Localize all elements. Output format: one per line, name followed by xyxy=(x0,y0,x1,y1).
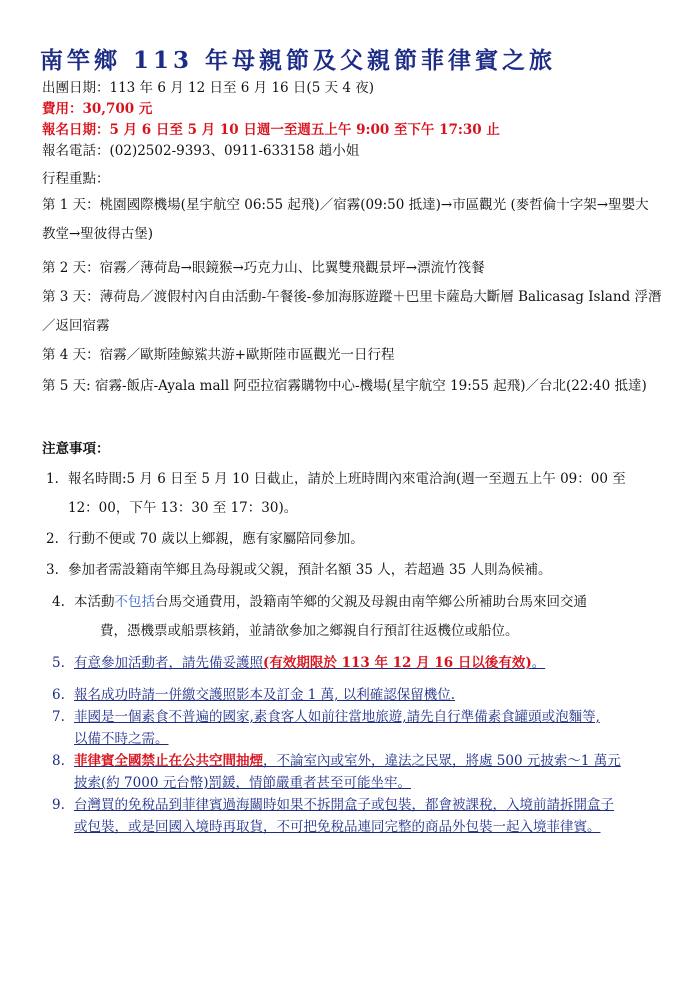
note-7-line-1: 菲國是一個素食不普遍的國家,素食客人如前往當地旅遊,請先自行準備素食罐頭或泡麵等, xyxy=(74,709,600,725)
note-7-line-2: 以備不時之需。 xyxy=(74,731,169,747)
note-6-text: 報名成功時請一併繳交護照影本及訂金 1 萬, 以利確認保留機位. xyxy=(74,687,456,703)
note-8-text-b: ，不論室內或室外，違法之民眾，將處 500 元披索～1 萬元 xyxy=(263,753,621,769)
note-9-number: 9. xyxy=(52,797,65,813)
note-8-line-2: 披索(約 7000 元台幣)罰鍰，情節嚴重者甚至可能坐牢。 xyxy=(74,775,411,791)
signup-dates: 報名日期：5 月 6 日至 5 月 10 日週一至週五上午 9:00 至下午 17:30 止 xyxy=(42,122,500,138)
itinerary-day-4: 第 4 天：宿霧／歐斯陸鯨鯊共游+歐斯陸市區觀光一日行程 xyxy=(42,347,395,363)
notes-heading: 注意事項： xyxy=(42,441,110,457)
note-4-not-included: 不包括 xyxy=(114,594,155,610)
note-5-number: 5. xyxy=(52,655,65,671)
note-8-number: 8. xyxy=(52,753,65,769)
note-5-text-a: 有意參加活動者，請先備妥護照 xyxy=(74,655,263,671)
note-5-text-c: 。 xyxy=(531,655,546,671)
note-9-line-1: 台灣買的免稅品到菲律賓過海關時如果不拆開盒子或包裝，都會被課稅，入境前請拆開盒子 xyxy=(74,797,614,813)
note-4-line-1 xyxy=(74,589,587,616)
note-4-text-c: 台馬交通費用，設籍南竿鄉的父親及母親由南竿鄉公所補助台馬來回交通 xyxy=(155,594,587,610)
itinerary-heading: 行程重點： xyxy=(42,171,110,187)
itinerary-day-5: 第 5 天: 宿霧-飯店-Ayala mall 阿亞拉宿霧購物中心-機場(星宇航空 19:55 起飛)／台北(22:40 抵達) xyxy=(42,378,647,394)
note-3-text: 參加者需設籍南竿鄉且為母親或父親，預計名額 35 人，若超過 35 人則為候補。 xyxy=(68,562,552,578)
note-2-number: 2. xyxy=(46,531,59,547)
note-7-number: 7. xyxy=(52,709,65,725)
note-6-number: 6. xyxy=(52,687,65,703)
note-1-line-2: 12：00，下午 13：30 至 17：30)。 xyxy=(68,500,298,516)
note-5-passport-validity: (有效期限於 113 年 12 月 16 日以後有效) xyxy=(263,655,532,671)
note-1-line-1: 報名時間:5 月 6 日至 5 月 10 日截止，請於上班時間內來電洽詢(週一至週五上午 09：00 至 xyxy=(68,471,626,487)
note-4-number: 4. xyxy=(52,594,65,610)
signup-phone: 報名電話：(02)2502-9393、0911-633158 趙小姐 xyxy=(42,143,360,159)
tour-fee: 費用：30,700 元 xyxy=(42,101,153,117)
note-5-text xyxy=(74,650,545,677)
itinerary-day-3: 第 3 天：薄荷島／渡假村內自由活動-午餐後-參加海豚遊蹤＋巴里卡薩島大斷層 Balicasag Island 浮潛／返回宿霧 xyxy=(42,289,662,334)
note-8-smoking-ban: 菲律賓全國禁止在公共空間抽煙 xyxy=(74,753,263,769)
itinerary-day-1: 第 1 天：桃園國際機場(星宇航空 06:55 起飛)／宿霧(09:50 抵達)→市區觀光 (麥哲倫十字架→聖嬰大教堂→聖彼得古堡) xyxy=(42,197,649,242)
note-1-number: 1. xyxy=(46,471,59,487)
note-4-text-a: 本活動 xyxy=(74,594,115,610)
note-2-text: 行動不便或 70 歲以上鄉親，應有家屬陪同參加。 xyxy=(68,531,364,547)
note-9-line-2: 或包裝，或是回國入境時再取貨，不可把免稅品連同完整的商品外包裝一起入境菲律賓。 xyxy=(74,819,601,835)
page-title: 南竿鄉 113 年母親節及父親節菲律賓之旅 xyxy=(40,47,557,74)
tour-dates: 出團日期：113 年 6 月 12 日至 6 月 16 日(5 天 4 夜) xyxy=(42,80,375,96)
itinerary-day-2: 第 2 天：宿霧／薄荷島→眼鏡猴→巧克力山、比翼雙飛觀景坪→漂流竹筏餐 xyxy=(42,260,485,276)
note-4-line-2: 費，憑機票或船票核銷，並請欲參加之鄉親自行預訂往返機位或船位。 xyxy=(100,623,519,639)
note-3-number: 3. xyxy=(46,562,59,578)
